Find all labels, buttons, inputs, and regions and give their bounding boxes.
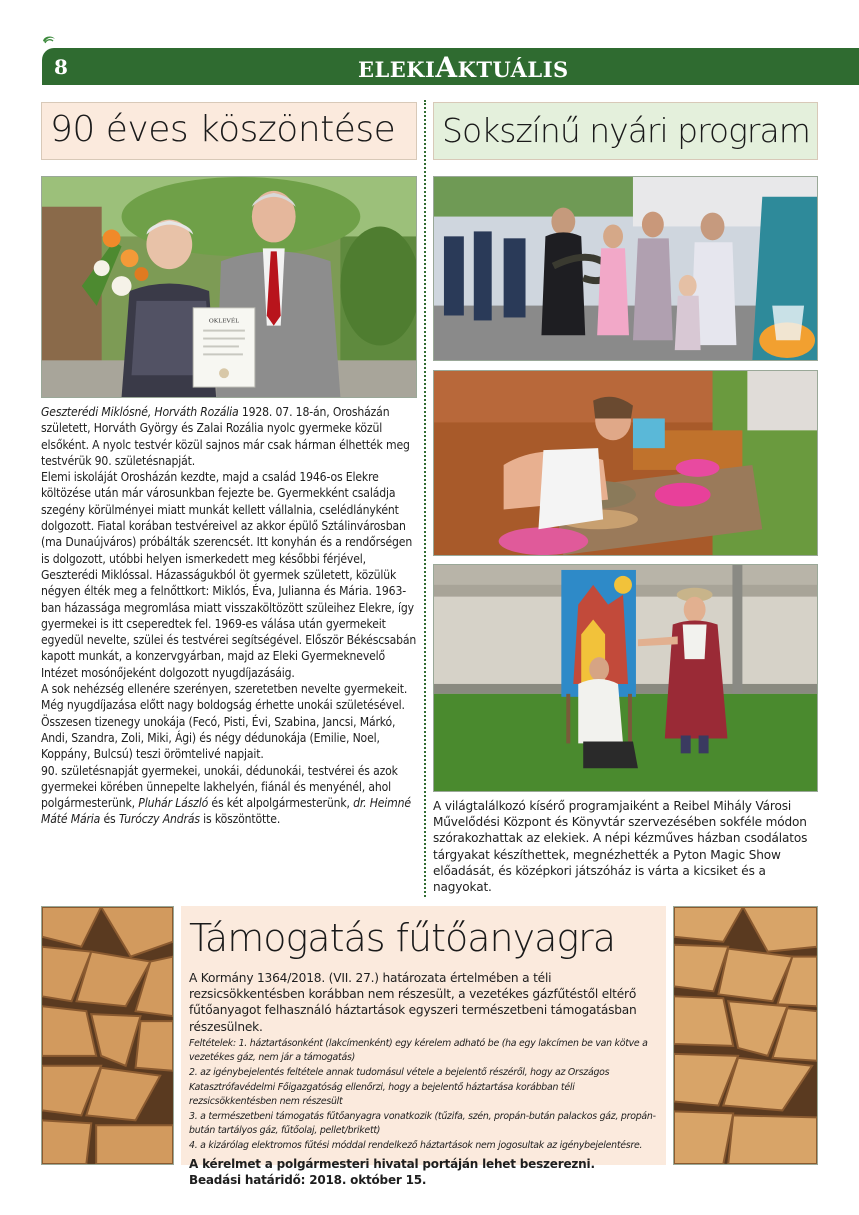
heating-support-conditions — [189, 1037, 658, 1154]
article-paragraph: A sok nehézség ellenére szerényen, szeretetben nevelte gyermekeit. Még nyugdíjazása előtt nagy boldogság érhette unokái születésével. Összesen tizenegy unokája (Fecó, Pisti, Évi, Szabina, Jancsi, Márkó, Andi, Szandra, Zoli, Miki, Ági) és négy dédunokája (Emilie, Noel, Koppány, Bulcsú) teszi örömtelivé napjait. — [41, 682, 408, 762]
title-rest: KTUÁLIS — [457, 57, 569, 82]
mayor-name: Pluhár László — [138, 796, 209, 811]
article-paragraph: 90. születésnapját gyermekei, unokái, dédunokái, testvérei és azok gyermekei körében ünnepelte lakhelyén, fiánál és menyénél, ahol polgármesterünk, Pluhár László és két alpolgármesterünk, dr. Heimné Máté Mária és Turóczy András is köszöntötte. — [41, 763, 411, 827]
summer-program-caption: A világtalálkozó kísérő programjaiként a Reibel Mihály Városi Művelődési Központ és Könyvtár szervezésében sokféle módon szórakozhattak az elekiek. A népi kézműves házban csodálatos tárgyakat készíthettek, megnézhették a Pyton Magic Show előadását, és középkori játszóház is várta a kicsiket és a nagyokat. — [433, 799, 808, 895]
photo-firewood-right — [673, 906, 818, 1165]
photo-crowd-snake — [433, 176, 818, 361]
article-paragraph: Elemi iskoláját Orosházán kezdte, majd a család 1946-os Elekre költözése után már városunkban fejezte be. Gyermekként családja szegény körülményei miatt munkát kellett vállalnia, cselédlányként dolgozott. Fiatal korában testvéreivel az akkor épülő Sztálinvárosban (ma Dunaújváros) próbálták szerencsét. Itt konyhán és a rendőrségen is dolgozott, utóbbi helyen ismerkedett meg későbbi férjével, Geszterédi Miklóssal. Házasságukból öt gyermek született, közülük négyen élték meg a felnőttkort: Miklós, Éva, Julianna és Mária. 1963-ban házassága megromlása miatt visszaköltözött szüleihez Elekre, így gyermekei is itt cseperedtek fel. 1969-es válása után gyermekeit egyedül nevelte, szülei és testvérei segítségével. Először Békéscsabán kapott munkát, a konzervgyárban, majd az Eleki Gyermeknevelő Intézet mosónőjeként dolgozott nyugdíjazásáig. — [41, 470, 417, 680]
title-prefix: ELEKI — [358, 57, 436, 82]
photo-pottery-workshop — [433, 370, 818, 556]
heating-support-title: Támogatás fűtőanyagra — [189, 916, 616, 960]
article-birthday-text — [41, 404, 421, 828]
heating-support-lead: A Kormány 1364/2018. (VII. 27.) határozata értelmében a téli rezsicsökkentésben korábban nem részesült, a vezetékes gázfűtéstől eltérő fűtőanyagot felhasználó háztartások egyszeri természetbeni támogatásban részesülnek. — [189, 971, 637, 1034]
page-number: 8 — [54, 55, 68, 79]
deputy-name: dr. Heimné Máté Mária — [41, 796, 411, 827]
publication-title — [358, 51, 569, 84]
photo-medieval-playhouse — [433, 564, 818, 792]
photo-birthday-celebration — [41, 176, 417, 398]
logo-swirl-icon — [42, 34, 56, 46]
heating-support-box — [181, 906, 666, 1187]
application-deadline: Beadási határidő: 2018. október 15. — [189, 1172, 427, 1187]
column-divider — [424, 100, 426, 897]
title-initial: A — [435, 51, 458, 84]
certificate-word: OKLEVÉL — [208, 317, 240, 325]
deputy-name: Turóczy András — [118, 812, 200, 827]
article-title-birthday: 90 éves köszöntése — [41, 102, 417, 160]
photo-firewood-left — [41, 906, 174, 1165]
condition-item: 2. az igénybejelentés feltétele annak tudomásul vétele a bejelentő részéről, hogy az Országos Katasztrófavédelmi Főigazgatóság ellenőrzi, hogy a bejelentő háztartása korábban téli rezsicsökkentésben nem részesült — [189, 1067, 610, 1108]
article-title-summer-program: Sokszínű nyári program — [433, 102, 818, 160]
condition-item: 3. a természetbeni támogatás fűtőanyagra vonatkozik (tűzifa, szén, propán-bután palackos gáz, propán-bután tartályos gáz, fűtőolaj, pellet/brikett) — [189, 1110, 656, 1137]
honoree-name: Geszterédi Miklósné, Horváth Rozália — [41, 405, 239, 419]
condition-item: Feltételek: 1. háztartásonként (lakcímenként) egy kérelem adható be (ha egy lakcímen be van kötve a vezetékes gáz, nem jár a támogatás) — [189, 1037, 648, 1064]
application-location: A kérelmet a polgármesteri hivatal portáján lehet beszerezni. — [189, 1156, 595, 1171]
condition-item: 4. a kizárólag elektromos fűtési móddal rendelkező háztartások nem jogosultak az igénybejelentésre. — [189, 1139, 643, 1151]
article-paragraph: Geszterédi Miklósné, Horváth Rozália 1928. 07. 18-án, Orosházán született, Horváth György és Zalai Rozália nyolc gyermeke közül elsőként. A nyolc testvér közül sajnos már csak hárman élhették meg testvérük 90. születésnapját. — [41, 405, 410, 468]
